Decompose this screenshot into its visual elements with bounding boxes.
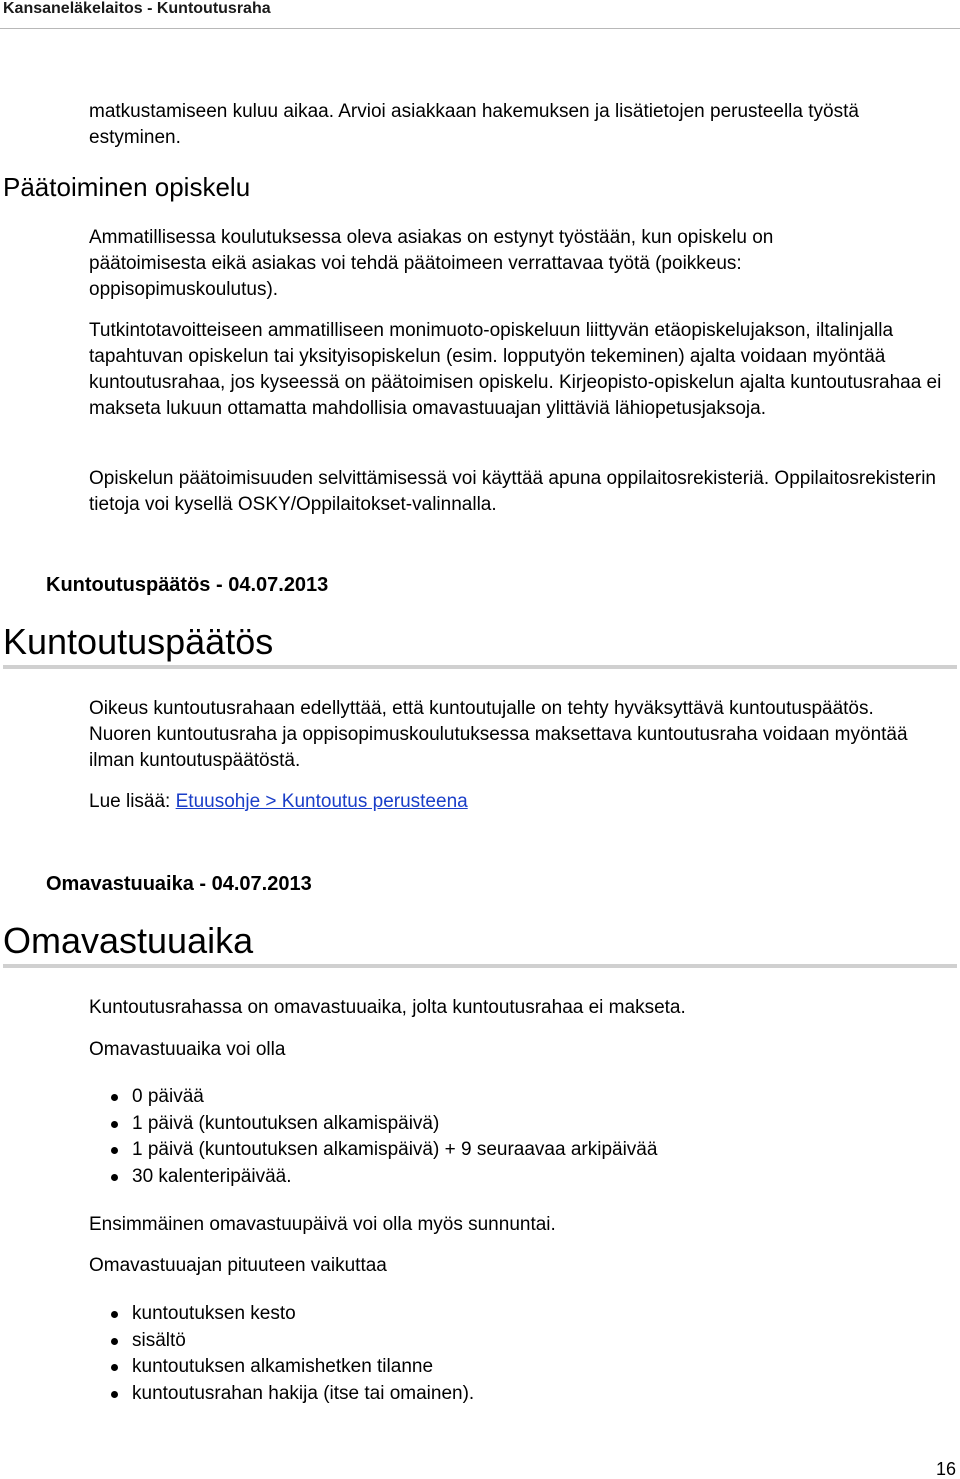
document-title: Kansaneläkelaitos - Kuntoutusraha (3, 0, 271, 17)
bullet-icon (111, 1174, 118, 1181)
list-item (89, 1354, 474, 1381)
omavastuuaika-paragraph-3 (89, 1212, 949, 1238)
omavastuuaika-factors-list (89, 1301, 474, 1407)
bullet-icon (111, 1311, 118, 1318)
kuntoutuspaatos-text: Oikeus kuntoutusrahaan edellyttää, että kuntoutujalle on tehty hyväksyttävä kuntoutuspäätös. Nuoren kuntoutusraha ja oppisopimuskoulutuksessa maksettava kuntoutusraha voidaan myöntää ilman kuntoutuspäätöstä. (89, 698, 908, 771)
list-item (89, 1301, 474, 1328)
paatoiminen-text-1: Ammatillisessa koulutuksessa oleva asiakas on estynyt työstään, kun opiskelu on päätoimisesta eikä asiakas voi tehdä päätoimeen verrattavaa työtä (poikkeus: oppisopimuskoulutus). (89, 227, 774, 300)
omavastuuaika-date-heading: Omavastuuaika - 04.07.2013 (46, 873, 312, 895)
paatoiminen-text-2: Tutkintotavoitteiseen ammatilliseen monimuoto-opiskeluun liittyvän etäopiskelujakson, iltalinjalla tapahtuvan opiskelun tai yksityisopiskelun (esim. lopputyön tekeminen) ajalta voidaan myöntää kuntoutusrahaa, jos kyseessä on päätoimisen opiskelu. Kirjeopisto-opiskelun ajalta kuntoutusrahaa ei makseta lukuun ottamatta mahdollisia omavastuuajan ylittäviä lähiopetusjaksoja. (89, 320, 942, 419)
list-item-text: kuntoutusrahan hakija (itse tai omainen). (132, 1382, 475, 1404)
omavastuuaika-text-3: Ensimmäinen omavastuupäivä voi olla myös sunnuntai. (89, 1214, 556, 1235)
list-item (89, 1084, 657, 1111)
bullet-icon (111, 1391, 118, 1398)
list-item (89, 1381, 474, 1408)
bullet-icon (111, 1147, 118, 1154)
intro-paragraph (89, 99, 949, 151)
etuusohje-link[interactable]: Etuusohje > Kuntoutus perusteena (175, 791, 468, 812)
omavastuuaika-paragraph-2 (89, 1037, 949, 1063)
list-item-text: kuntoutuksen alkamishetken tilanne (132, 1356, 434, 1377)
list-item (89, 1164, 657, 1191)
section-heading-paatoiminen: Päätoiminen opiskelu (3, 172, 251, 202)
read-more-line (89, 789, 949, 815)
omavastuuaika-text-1: Kuntoutusrahassa on omavastuuaika, jolta kuntoutusrahaa ei makseta. (89, 997, 686, 1018)
omavastuuaika-paragraph-4 (89, 1253, 949, 1279)
page-number: 16 (936, 1459, 957, 1479)
intro-text: matkustamiseen kuluu aikaa. Arvioi asiakkaan hakemuksen ja lisätietojen perusteella työstä estyminen. (89, 101, 859, 148)
list-item-text: 30 kalenteripäivää. (132, 1165, 292, 1187)
list-item-text: 0 päivää (132, 1086, 204, 1107)
kuntoutuspaatos-date-heading: Kuntoutuspäätös - 04.07.2013 (46, 574, 329, 596)
paatoiminen-text-3: Opiskelun päätoimisuuden selvittämisessä voi käyttää apuna oppilaitosrekisteriä. Oppilaitosrekisterin tietoja voi kysellä OSKY/Oppilaitokset-valinnalla. (89, 468, 936, 515)
bullet-icon (111, 1094, 118, 1101)
list-item-text: sisältö (132, 1329, 186, 1351)
page-header (0, 0, 960, 29)
paatoiminen-paragraph-3 (89, 466, 949, 518)
kuntoutuspaatos-title: Kuntoutuspäätös (3, 621, 957, 669)
list-item (89, 1111, 657, 1138)
list-item (89, 1137, 657, 1164)
list-item-text: 1 päivä (kuntoutuksen alkamispäivä) + 9 seuraavaa arkipäivää (132, 1139, 658, 1160)
read-more-label: Lue lisää: (89, 791, 176, 812)
paatoiminen-paragraph-2 (89, 318, 949, 422)
paatoiminen-paragraph-1 (89, 225, 889, 303)
omavastuuaika-title: Omavastuuaika (3, 920, 957, 968)
omavastuuaika-text-2: Omavastuuaika voi olla (89, 1039, 286, 1060)
omavastuuaika-paragraph-1 (89, 995, 949, 1021)
omavastuuaika-options-list (89, 1084, 657, 1190)
bullet-icon (111, 1338, 118, 1345)
list-item (89, 1328, 474, 1355)
list-item-text: kuntoutuksen kesto (132, 1303, 296, 1324)
omavastuuaika-text-4: Omavastuuajan pituuteen vaikuttaa (89, 1255, 387, 1276)
bullet-icon (111, 1364, 118, 1371)
list-item-text: 1 päivä (kuntoutuksen alkamispäivä) (132, 1112, 440, 1134)
kuntoutuspaatos-paragraph (89, 696, 909, 774)
bullet-icon (111, 1121, 118, 1128)
